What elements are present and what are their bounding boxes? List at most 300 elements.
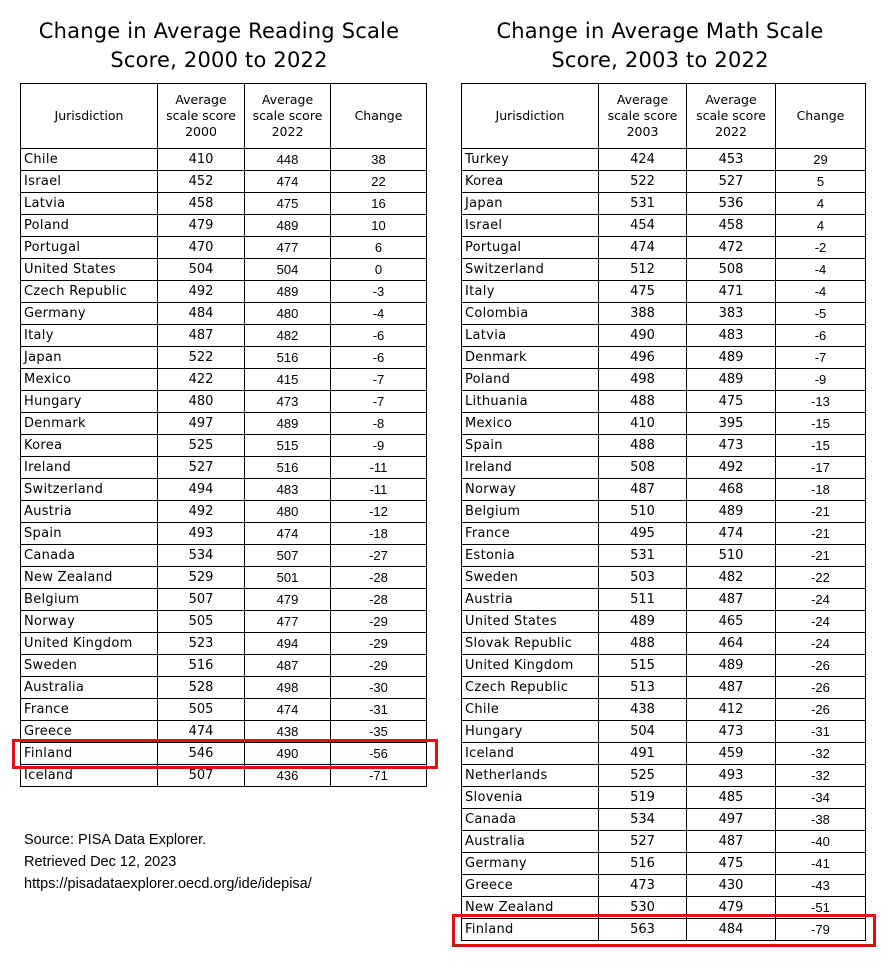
math-row [462,809,866,831]
reading-change-cell: -11 [331,479,427,501]
reading-jurisdiction-cell: Czech Republic [21,281,158,303]
math-row [462,501,866,523]
math-2022-score-cell: 383 [687,303,776,325]
reading-row [21,589,427,611]
reading-2022-score-cell: 474 [245,171,331,193]
reading-2022-score-cell: 474 [245,699,331,721]
reading-header-2022-line-3: 2022 [271,124,304,139]
reading-baseline-score-cell: 507 [158,765,245,787]
math-2022-score-cell: 395 [687,413,776,435]
math-baseline-score-cell: 516 [599,853,687,875]
math-jurisdiction-cell: Colombia [462,303,599,325]
math-change-cell: -2 [776,237,866,259]
reading-row [21,479,427,501]
reading-row [21,611,427,633]
math-baseline-score-cell: 531 [599,545,687,567]
math-baseline-score-cell: 525 [599,765,687,787]
math-title-line-2: Score, 2003 to 2022 [551,48,769,72]
reading-change-cell: 22 [331,171,427,193]
reading-change-cell: 38 [331,149,427,171]
reading-baseline-score-cell: 422 [158,369,245,391]
math-jurisdiction-cell: Mexico [462,413,599,435]
reading-2022-score-cell: 480 [245,303,331,325]
math-2022-score-cell: 492 [687,457,776,479]
reading-change-cell: -7 [331,391,427,413]
math-jurisdiction-cell: Slovenia [462,787,599,809]
math-jurisdiction-cell: Germany [462,853,599,875]
math-baseline-score-cell: 512 [599,259,687,281]
math-change-cell: -79 [776,919,866,941]
reading-baseline-score-cell: 494 [158,479,245,501]
reading-baseline-score-cell: 479 [158,215,245,237]
reading-2022-score-cell: 498 [245,677,331,699]
math-2022-score-cell: 475 [687,391,776,413]
math-baseline-score-cell: 510 [599,501,687,523]
math-row [462,545,866,567]
reading-change-cell: -27 [331,545,427,567]
source-note [24,829,312,895]
math-baseline-score-cell: 489 [599,611,687,633]
reading-baseline-score-cell: 492 [158,501,245,523]
reading-row [21,391,427,413]
math-row [462,391,866,413]
math-baseline-score-cell: 424 [599,149,687,171]
math-2022-score-cell: 473 [687,721,776,743]
reading-2022-score-cell: 516 [245,457,331,479]
math-2022-score-cell: 487 [687,677,776,699]
reading-baseline-score-cell: 528 [158,677,245,699]
reading-header-2022-line-1: Average [261,92,314,107]
math-baseline-score-cell: 508 [599,457,687,479]
reading-row [21,413,427,435]
math-row [462,193,866,215]
math-change-cell: -32 [776,743,866,765]
reading-baseline-score-cell: 452 [158,171,245,193]
reading-change-cell: -6 [331,325,427,347]
reading-jurisdiction-cell: Japan [21,347,158,369]
math-row [462,171,866,193]
reading-change-cell: -6 [331,347,427,369]
math-2022-score-cell: 487 [687,831,776,853]
reading-2022-score-cell: 501 [245,567,331,589]
math-baseline-score-cell: 488 [599,435,687,457]
math-2022-score-cell: 508 [687,259,776,281]
math-baseline-score-cell: 522 [599,171,687,193]
reading-jurisdiction-cell: Sweden [21,655,158,677]
reading-change-cell: 16 [331,193,427,215]
reading-row [21,523,427,545]
reading-title-line-2: Score, 2000 to 2022 [110,48,328,72]
math-baseline-score-cell: 519 [599,787,687,809]
math-change-cell: -26 [776,655,866,677]
math-2022-score-cell: 489 [687,347,776,369]
reading-change-cell: -11 [331,457,427,479]
math-change-cell: 4 [776,215,866,237]
reading-change-cell: 6 [331,237,427,259]
reading-2022-score-cell: 448 [245,149,331,171]
math-table-title [455,17,865,75]
reading-change-cell: 10 [331,215,427,237]
reading-jurisdiction-cell: Iceland [21,765,158,787]
math-row [462,655,866,677]
reading-jurisdiction-cell: United Kingdom [21,633,158,655]
reading-row [21,567,427,589]
math-change-cell: -22 [776,567,866,589]
reading-header-2000-line-2: scale score [166,108,236,123]
reading-baseline-score-cell: 523 [158,633,245,655]
math-baseline-score-cell: 503 [599,567,687,589]
math-baseline-score-cell: 531 [599,193,687,215]
math-2022-score-cell: 487 [687,589,776,611]
math-2022-score-cell: 483 [687,325,776,347]
math-jurisdiction-cell: Belgium [462,501,599,523]
math-2022-score-cell: 527 [687,171,776,193]
math-baseline-score-cell: 475 [599,281,687,303]
reading-jurisdiction-cell: Canada [21,545,158,567]
reading-2022-score-cell: 494 [245,633,331,655]
math-baseline-score-cell: 491 [599,743,687,765]
reading-baseline-score-cell: 505 [158,699,245,721]
math-change-cell: -15 [776,435,866,457]
reading-jurisdiction-cell: New Zealand [21,567,158,589]
math-change-cell: -4 [776,259,866,281]
reading-jurisdiction-cell: Israel [21,171,158,193]
reading-row [21,545,427,567]
reading-baseline-score-cell: 527 [158,457,245,479]
reading-score-table [20,83,427,787]
math-baseline-score-cell: 515 [599,655,687,677]
reading-baseline-score-cell: 497 [158,413,245,435]
reading-header-2000-line-3: 2000 [185,124,217,139]
math-row [462,237,866,259]
reading-change-cell: -7 [331,369,427,391]
math-title-line-1: Change in Average Math Scale [496,19,824,43]
math-jurisdiction-cell: Switzerland [462,259,599,281]
reading-header-2000-line-1: Average [175,92,227,107]
reading-change-cell: -29 [331,655,427,677]
math-jurisdiction-cell: Czech Republic [462,677,599,699]
math-row [462,765,866,787]
math-row [462,259,866,281]
math-baseline-score-cell: 490 [599,325,687,347]
reading-change-cell: -71 [331,765,427,787]
math-change-cell: -7 [776,347,866,369]
reading-jurisdiction-cell: Korea [21,435,158,457]
math-2022-score-cell: 458 [687,215,776,237]
reading-header-jurisdiction: Jurisdiction [21,84,158,149]
math-header-2022-line-1: Average [705,92,757,107]
reading-table-body [21,149,427,787]
math-change-cell: -21 [776,523,866,545]
math-change-cell: -5 [776,303,866,325]
math-baseline-score-cell: 410 [599,413,687,435]
math-row [462,369,866,391]
math-jurisdiction-cell: Korea [462,171,599,193]
math-change-cell: -31 [776,721,866,743]
math-jurisdiction-cell: Sweden [462,567,599,589]
math-change-cell: 4 [776,193,866,215]
reading-row [21,303,427,325]
reading-baseline-score-cell: 546 [158,743,245,765]
reading-jurisdiction-cell: Italy [21,325,158,347]
math-baseline-score-cell: 454 [599,215,687,237]
math-row [462,215,866,237]
reading-header-2022-line-2: scale score [252,108,323,123]
math-change-cell: -21 [776,545,866,567]
reading-change-cell: -12 [331,501,427,523]
reading-jurisdiction-cell: Hungary [21,391,158,413]
math-row [462,457,866,479]
reading-baseline-score-cell: 480 [158,391,245,413]
math-change-cell: -24 [776,611,866,633]
math-header-jurisdiction: Jurisdiction [462,84,599,149]
reading-baseline-score-cell: 458 [158,193,245,215]
reading-change-cell: -31 [331,699,427,721]
reading-baseline-score-cell: 484 [158,303,245,325]
reading-jurisdiction-cell: Austria [21,501,158,523]
math-header-2022-line-2: scale score [696,108,766,123]
math-baseline-score-cell: 488 [599,391,687,413]
math-change-cell: -24 [776,633,866,655]
math-change-cell: -13 [776,391,866,413]
math-jurisdiction-cell: Italy [462,281,599,303]
reading-baseline-score-cell: 493 [158,523,245,545]
math-jurisdiction-cell: Slovak Republic [462,633,599,655]
math-row [462,479,866,501]
math-row [462,523,866,545]
math-jurisdiction-cell: Estonia [462,545,599,567]
reading-row [21,281,427,303]
reading-baseline-score-cell: 522 [158,347,245,369]
reading-change-cell: -8 [331,413,427,435]
math-change-cell: -51 [776,897,866,919]
reading-jurisdiction-cell: France [21,699,158,721]
reading-baseline-score-cell: 516 [158,655,245,677]
reading-baseline-score-cell: 504 [158,259,245,281]
reading-baseline-score-cell: 505 [158,611,245,633]
reading-baseline-score-cell: 470 [158,237,245,259]
reading-baseline-score-cell: 492 [158,281,245,303]
math-jurisdiction-cell: Spain [462,435,599,457]
reading-header-score-2022 [245,84,331,149]
reading-jurisdiction-cell: Denmark [21,413,158,435]
highlight-box [12,739,438,769]
math-jurisdiction-cell: Austria [462,589,599,611]
reading-change-cell: -9 [331,435,427,457]
math-row [462,853,866,875]
reading-change-cell: -18 [331,523,427,545]
reading-2022-score-cell: 504 [245,259,331,281]
math-baseline-score-cell: 513 [599,677,687,699]
math-baseline-score-cell: 487 [599,479,687,501]
math-change-cell: -34 [776,787,866,809]
math-jurisdiction-cell: Canada [462,809,599,831]
math-table-body [462,149,866,941]
reading-2022-score-cell: 477 [245,237,331,259]
math-baseline-score-cell: 527 [599,831,687,853]
math-2022-score-cell: 482 [687,567,776,589]
math-row [462,413,866,435]
math-header-2003-line-3: 2003 [626,124,659,139]
math-2022-score-cell: 475 [687,853,776,875]
math-row [462,831,866,853]
math-row [462,435,866,457]
math-baseline-score-cell: 488 [599,633,687,655]
math-change-cell: -17 [776,457,866,479]
reading-2022-score-cell: 479 [245,589,331,611]
math-row [462,303,866,325]
reading-change-cell: -3 [331,281,427,303]
reading-change-cell: -28 [331,589,427,611]
math-baseline-score-cell: 563 [599,919,687,941]
reading-row [21,677,427,699]
math-jurisdiction-cell: Greece [462,875,599,897]
math-row [462,611,866,633]
reading-change-cell: -4 [331,303,427,325]
math-2022-score-cell: 536 [687,193,776,215]
math-baseline-score-cell: 438 [599,699,687,721]
math-header-score-2003 [599,84,687,149]
math-jurisdiction-cell: Poland [462,369,599,391]
reading-header-row [21,84,427,149]
math-2022-score-cell: 471 [687,281,776,303]
math-jurisdiction-cell: Turkey [462,149,599,171]
source-line-2: Retrieved Dec 12, 2023 [24,854,177,870]
math-change-cell: -24 [776,589,866,611]
reading-jurisdiction-cell: Portugal [21,237,158,259]
reading-2022-score-cell: 516 [245,347,331,369]
math-jurisdiction-cell: France [462,523,599,545]
reading-baseline-score-cell: 410 [158,149,245,171]
reading-baseline-score-cell: 529 [158,567,245,589]
math-jurisdiction-cell: New Zealand [462,897,599,919]
reading-2022-score-cell: 490 [245,743,331,765]
math-baseline-score-cell: 496 [599,347,687,369]
math-row [462,721,866,743]
math-2022-score-cell: 489 [687,501,776,523]
reading-2022-score-cell: 515 [245,435,331,457]
math-jurisdiction-cell: Israel [462,215,599,237]
math-jurisdiction-cell: Netherlands [462,765,599,787]
math-baseline-score-cell: 511 [599,589,687,611]
reading-row [21,369,427,391]
reading-header-change: Change [331,84,427,149]
math-row [462,347,866,369]
reading-jurisdiction-cell: Poland [21,215,158,237]
reading-baseline-score-cell: 534 [158,545,245,567]
reading-2022-score-cell: 489 [245,413,331,435]
math-score-table [461,83,866,941]
reading-jurisdiction-cell: Ireland [21,457,158,479]
math-2022-score-cell: 510 [687,545,776,567]
reading-header-score-2000 [158,84,245,149]
math-header-change: Change [776,84,866,149]
reading-row [21,457,427,479]
math-row [462,567,866,589]
reading-baseline-score-cell: 507 [158,589,245,611]
reading-row [21,237,427,259]
math-jurisdiction-cell: Hungary [462,721,599,743]
math-2022-score-cell: 412 [687,699,776,721]
math-jurisdiction-cell: United Kingdom [462,655,599,677]
reading-row [21,325,427,347]
reading-row [21,347,427,369]
reading-change-cell: -29 [331,633,427,655]
math-change-cell: -26 [776,699,866,721]
math-row [462,325,866,347]
math-change-cell: -15 [776,413,866,435]
reading-change-cell: -28 [331,567,427,589]
reading-2022-score-cell: 483 [245,479,331,501]
reading-jurisdiction-cell: Chile [21,149,158,171]
reading-jurisdiction-cell: Belgium [21,589,158,611]
math-row [462,787,866,809]
reading-jurisdiction-cell: Australia [21,677,158,699]
math-2022-score-cell: 485 [687,787,776,809]
reading-row [21,171,427,193]
math-change-cell: -6 [776,325,866,347]
math-baseline-score-cell: 388 [599,303,687,325]
math-row [462,875,866,897]
reading-change-cell: 0 [331,259,427,281]
math-jurisdiction-cell: Finland [462,919,599,941]
reading-jurisdiction-cell: Norway [21,611,158,633]
reading-2022-score-cell: 415 [245,369,331,391]
reading-row [21,633,427,655]
math-change-cell: -41 [776,853,866,875]
reading-baseline-score-cell: 474 [158,721,245,743]
math-2022-score-cell: 474 [687,523,776,545]
math-row [462,699,866,721]
math-change-cell: -38 [776,809,866,831]
reading-2022-score-cell: 489 [245,215,331,237]
reading-2022-score-cell: 477 [245,611,331,633]
reading-row [21,435,427,457]
math-jurisdiction-cell: Iceland [462,743,599,765]
reading-baseline-score-cell: 487 [158,325,245,347]
reading-jurisdiction-cell: Spain [21,523,158,545]
reading-jurisdiction-cell: Finland [21,743,158,765]
math-row [462,281,866,303]
math-2022-score-cell: 459 [687,743,776,765]
reading-change-cell: -29 [331,611,427,633]
reading-2022-score-cell: 438 [245,721,331,743]
reading-2022-score-cell: 489 [245,281,331,303]
reading-row [21,193,427,215]
math-jurisdiction-cell: Ireland [462,457,599,479]
reading-baseline-score-cell: 525 [158,435,245,457]
math-header-score-2022 [687,84,776,149]
math-change-cell: -43 [776,875,866,897]
math-baseline-score-cell: 498 [599,369,687,391]
math-2022-score-cell: 472 [687,237,776,259]
math-change-cell: -18 [776,479,866,501]
math-change-cell: -4 [776,281,866,303]
math-2022-score-cell: 464 [687,633,776,655]
math-2022-score-cell: 465 [687,611,776,633]
math-row [462,677,866,699]
math-change-cell: -9 [776,369,866,391]
math-jurisdiction-cell: Japan [462,193,599,215]
math-baseline-score-cell: 495 [599,523,687,545]
math-jurisdiction-cell: Australia [462,831,599,853]
math-baseline-score-cell: 474 [599,237,687,259]
reading-row [21,149,427,171]
reading-jurisdiction-cell: Latvia [21,193,158,215]
reading-2022-score-cell: 436 [245,765,331,787]
math-2022-score-cell: 497 [687,809,776,831]
source-line-3: https://pisadataexplorer.oecd.org/ide/idepisa/ [24,876,312,892]
